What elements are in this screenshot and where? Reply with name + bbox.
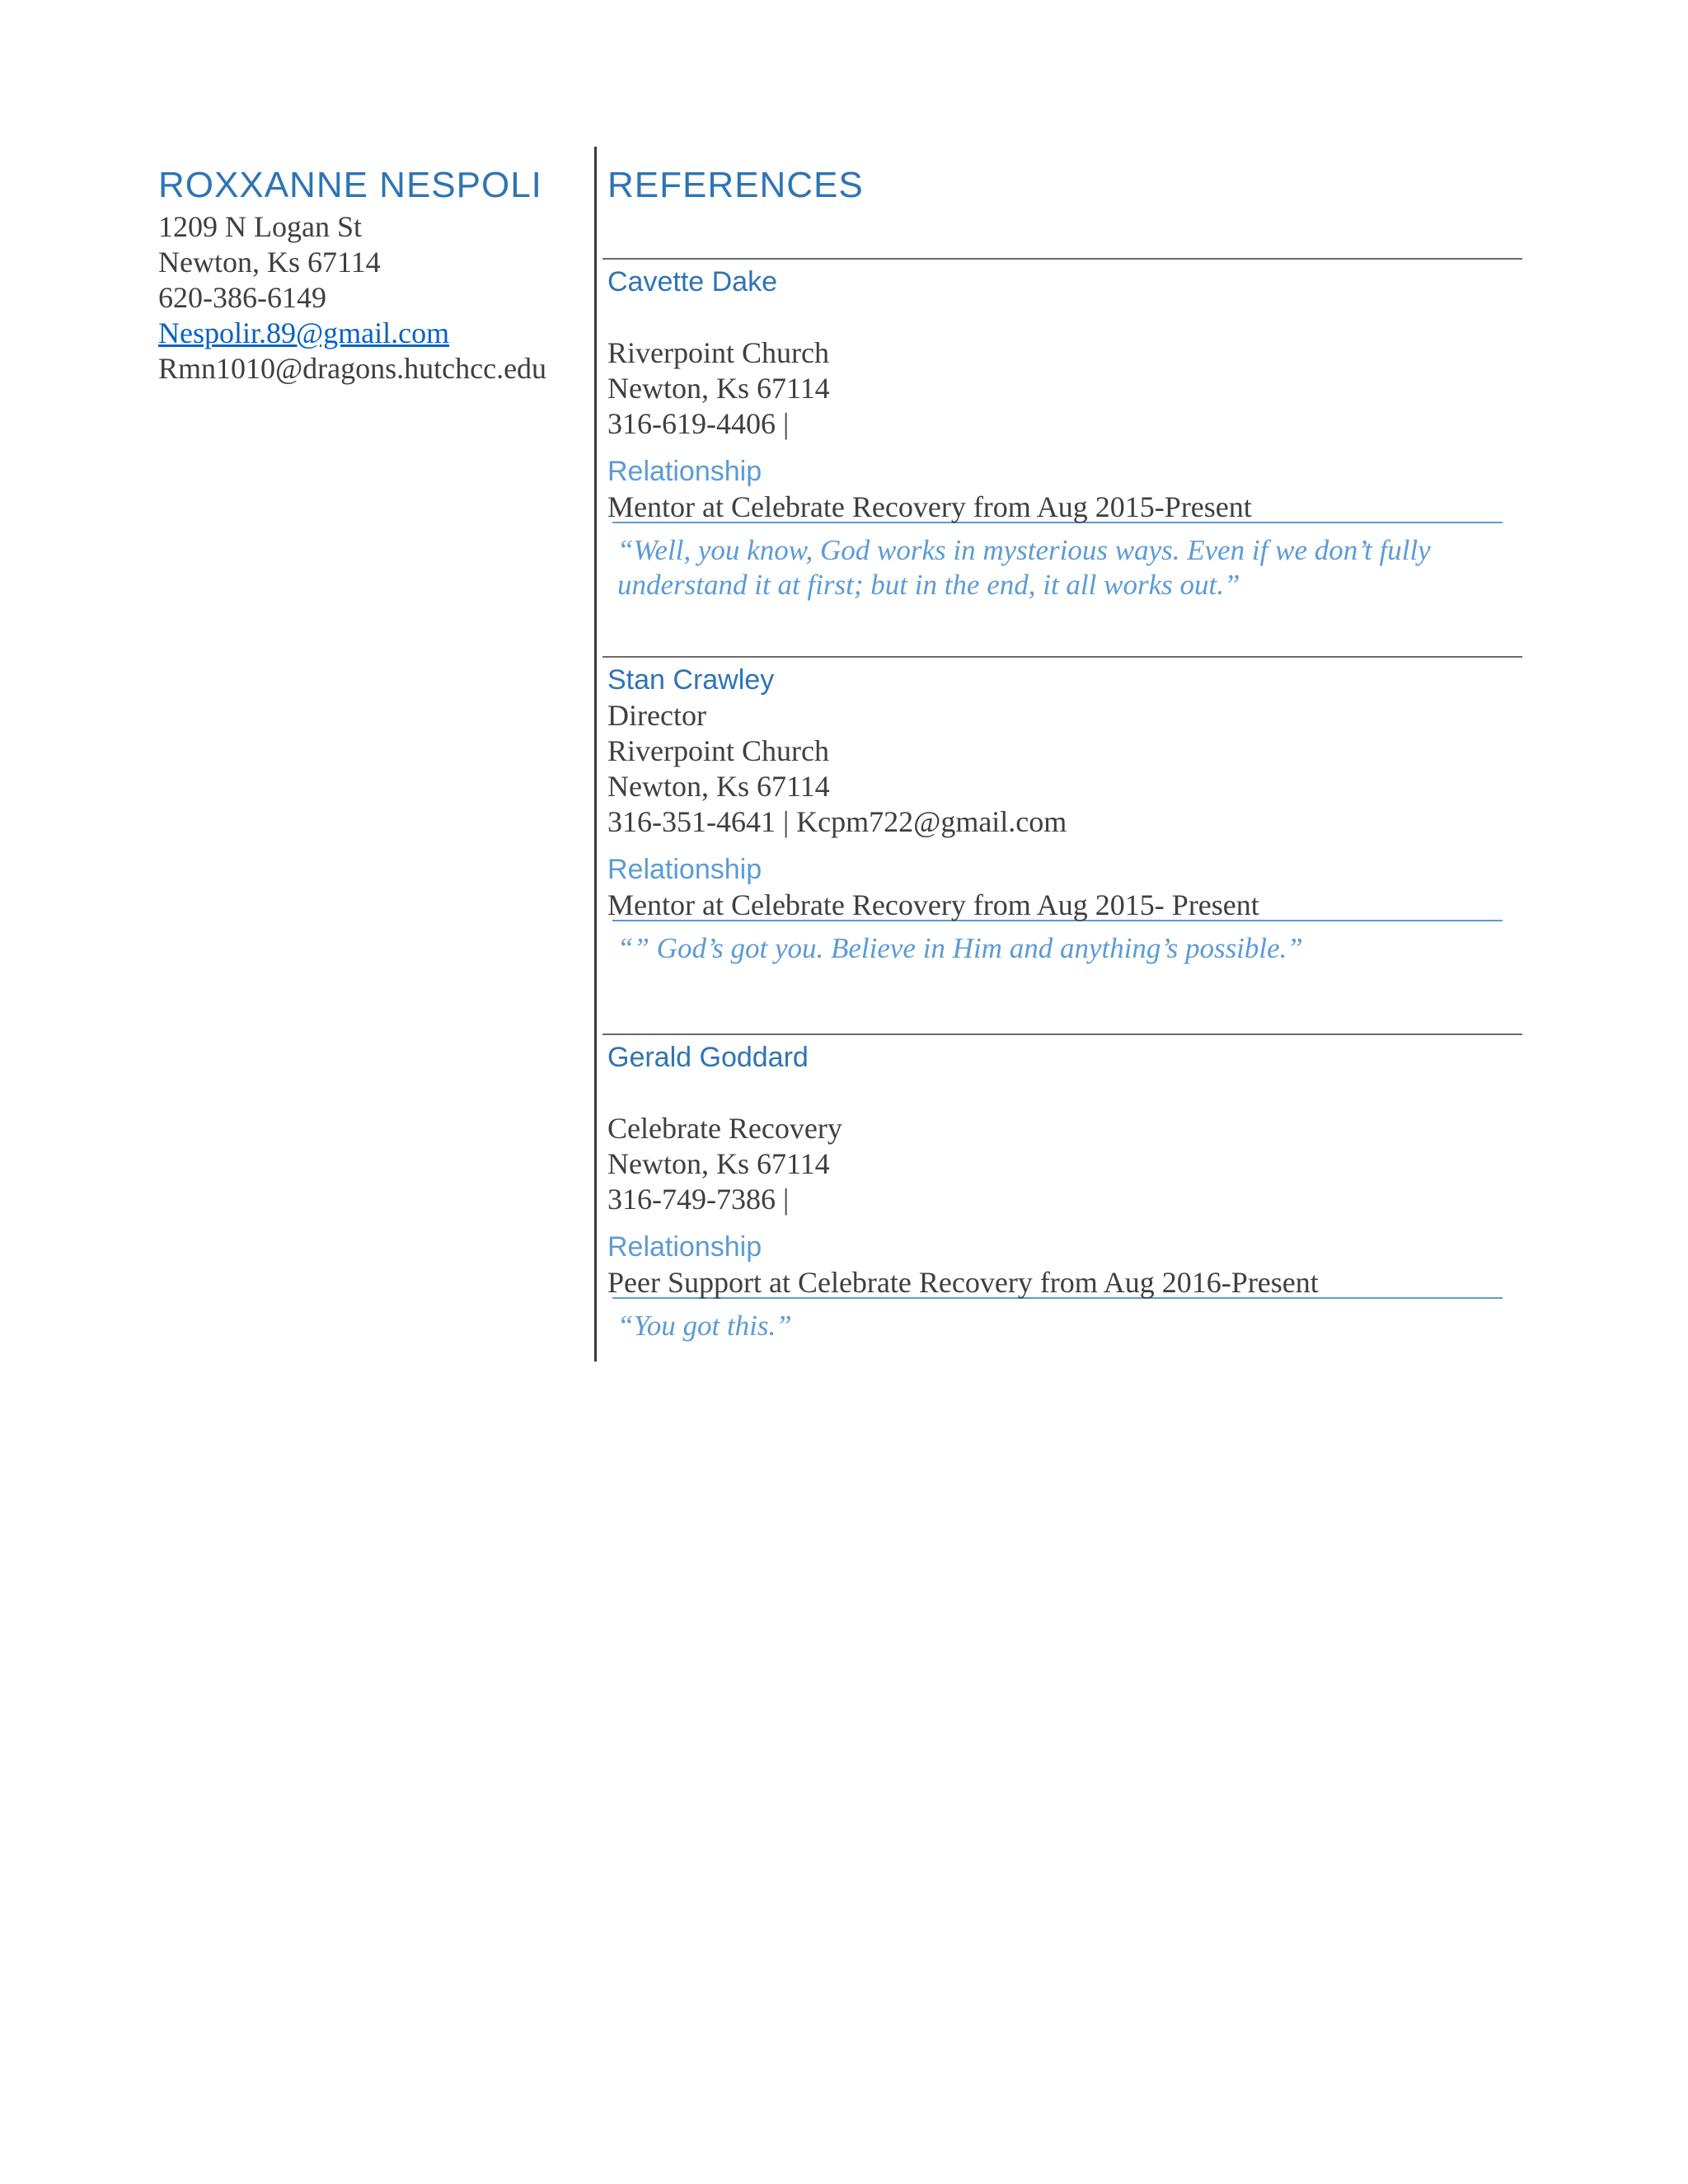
reference-city: Newton, Ks 67114 <box>607 770 830 803</box>
reference-item <box>607 662 1514 966</box>
reference-contact: 316-351-4641 | Kcpm722@gmail.com <box>607 805 1067 838</box>
references-column <box>607 162 1522 209</box>
phone-number: 620-386-6149 <box>158 281 326 314</box>
relationship-label: Relationship <box>607 854 762 885</box>
reference-quote-line: “You got this.” <box>617 1310 792 1342</box>
reference-item <box>607 1039 1514 1343</box>
column-divider <box>594 147 597 1361</box>
reference-org: Celebrate Recovery <box>607 1112 842 1145</box>
contact-column <box>158 162 587 387</box>
reference-quote-line: understand it at first; but in the end, it all works out.” <box>617 569 1240 601</box>
relationship-label: Relationship <box>607 456 762 487</box>
reference-name: Gerald Goddard <box>607 1042 809 1073</box>
person-name: ROXXANNE NESPOLI <box>158 165 542 205</box>
reference-title <box>607 1076 1514 1111</box>
reference-divider <box>603 1033 1522 1035</box>
relationship-text: Peer Support at Celebrate Recovery from Aug 2016-Present <box>607 1266 1319 1299</box>
reference-org: Riverpoint Church <box>607 734 829 767</box>
references-title: REFERENCES <box>607 165 864 205</box>
reference-contact: 316-619-4406 | <box>607 407 790 440</box>
email-link[interactable]: Nespolir.89@gmail.com <box>158 316 450 349</box>
reference-title: Director <box>607 699 706 732</box>
school-email: Rmn1010@dragons.hutchcc.edu <box>158 352 547 385</box>
reference-quote-line: “” God’s got you. Believe in Him and anything’s possible.” <box>617 932 1303 964</box>
reference-name: Cavette Dake <box>607 266 777 298</box>
relationship-text: Mentor at Celebrate Recovery from Aug 2015-Present <box>607 490 1252 523</box>
reference-name: Stan Crawley <box>607 664 775 696</box>
reference-divider <box>603 656 1522 658</box>
reference-title <box>607 300 1514 335</box>
reference-contact: 316-749-7386 | <box>607 1183 790 1216</box>
relationship-text: Mentor at Celebrate Recovery from Aug 2015- Present <box>607 888 1259 921</box>
relationship-label: Relationship <box>607 1231 762 1263</box>
reference-city: Newton, Ks 67114 <box>607 372 830 405</box>
address-line-2: Newton, Ks 67114 <box>158 246 381 279</box>
address-line-1: 1209 N Logan St <box>158 210 362 243</box>
reference-quote-line: “Well, you know, God works in mysterious ways. Even if we don’t fully <box>617 534 1431 566</box>
reference-org: Riverpoint Church <box>607 336 829 369</box>
reference-item <box>607 264 1514 602</box>
reference-divider <box>603 258 1522 260</box>
reference-city: Newton, Ks 67114 <box>607 1147 830 1180</box>
